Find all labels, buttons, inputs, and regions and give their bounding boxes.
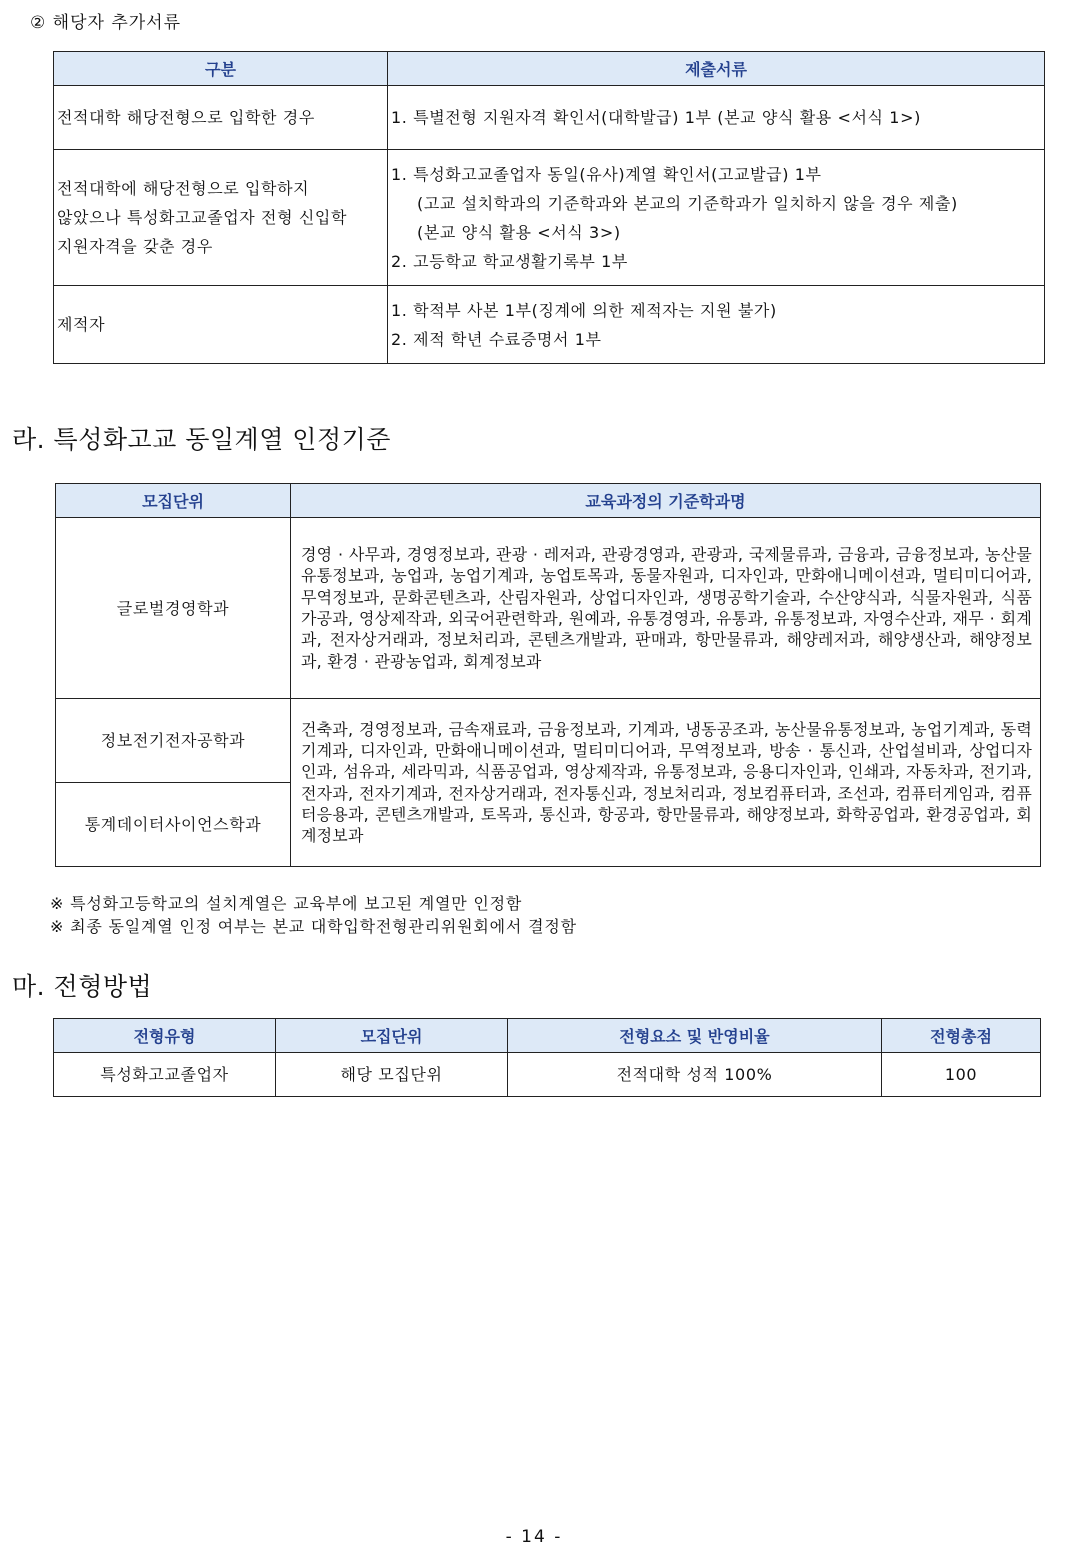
header-elements-ratio: 전형요소 및 반영비율 bbox=[508, 1019, 882, 1053]
document-line: 1. 특별전형 지원자격 확인서(대학발급) 1부 (본교 양식 활용 <서식 1>) bbox=[391, 108, 921, 127]
category-line: 전적대학에 해당전형으로 입학하지 bbox=[57, 179, 310, 198]
unit-info-electronics: 정보전기전자공학과 bbox=[56, 699, 291, 783]
table-row bbox=[56, 518, 1041, 699]
table-row bbox=[54, 86, 1045, 150]
department-list-info-stat: 건축과, 경영정보과, 금속재료과, 금융정보과, 기계과, 냉동공조과, 농산물유통정보과, 농업기계과, 동력기계과, 디자인과, 만화애니메이션과, 멀티미디어과, 무역정보과, 방송 · 통신과, 산업설비과, 상업디자인과, 섬유과, 세라믹과, 식품공업과, 영상제작과, 유통정보과, 응용디자인과, 인쇄과, 자동차과, 전기과, 전자과, 전자기계과, 전자상거래과, 전자통신과, 정보처리과, 정보컴퓨터과, 조선과, 컴퓨터게임과, 컴퓨터응용과, 콘텐츠개발과, 토목과, 통신과, 항공과, 항만물류과, 해양정보과, 화학공업과, 환경공업과, 회계정보과 bbox=[291, 699, 1041, 867]
table-header-row bbox=[54, 1019, 1041, 1053]
category-line: 않았으나 특성화고교졸업자 전형 신입학 bbox=[57, 208, 348, 227]
document-line: 1. 특성화고교졸업자 동일(유사)계열 확인서(고교발급) 1부 bbox=[391, 164, 822, 184]
department-criteria-table bbox=[55, 483, 1041, 867]
row-category bbox=[54, 150, 388, 286]
page-number: - 14 - bbox=[505, 1527, 563, 1547]
header-unit: 모집단위 bbox=[276, 1019, 508, 1053]
header-standard-departments: 교육과정의 기준학과명 bbox=[291, 484, 1041, 518]
note-line: ※ 특성화고등학교의 설치계열은 교육부에 보고된 계열만 인정함 bbox=[50, 894, 523, 913]
row-documents bbox=[388, 286, 1045, 364]
row-documents bbox=[388, 150, 1045, 286]
subheading: ② 해당자 추가서류 bbox=[30, 13, 182, 33]
table-row bbox=[54, 1053, 1041, 1097]
document-line: 2. 고등학교 학교생활기록부 1부 bbox=[391, 251, 628, 271]
cell-elements-ratio: 전적대학 성적 100% bbox=[508, 1053, 882, 1097]
unit-global-business: 글로벌경영학과 bbox=[56, 518, 291, 699]
department-list-global: 경영 · 사무과, 경영정보과, 관광 · 레저과, 관광경영과, 관광과, 국제물류과, 금융과, 금융정보과, 농산물유통정보과, 농업과, 농업기계과, 농업토목과, 동물자원과, 디자인과, 만화애니메이션과, 멀티미디어과, 무역정보과, 문화콘텐츠과, 산림자원과, 상업디자인과, 생명공학기술과, 수산양식과, 식물자원과, 식품가공과, 영상제작과, 외국어관련학과, 원예과, 유통경영과, 유통과, 유통정보과, 자영수산과, 재무 · 회계과, 전자상거래과, 정보처리과, 콘텐츠개발과, 판매과, 항만물류과, 해양레저과, 해양생산과, 해양정보과, 환경 · 관광농업과, 회계정보과 bbox=[291, 518, 1041, 699]
header-type: 전형유형 bbox=[54, 1019, 276, 1053]
table-header-row bbox=[56, 484, 1041, 518]
row-category bbox=[54, 286, 388, 364]
section-title-ma: 마. 전형방법 bbox=[12, 972, 153, 1001]
header-documents: 제출서류 bbox=[388, 52, 1045, 86]
table-header-row bbox=[54, 52, 1045, 86]
header-category: 구분 bbox=[54, 52, 388, 86]
cell-type: 특성화고교졸업자 bbox=[54, 1053, 276, 1097]
note-line: ※ 최종 동일계열 인정 여부는 본교 대학입학전형관리위원회에서 결정함 bbox=[50, 917, 577, 936]
document-line: 2. 제적 학년 수료증명서 1부 bbox=[391, 329, 602, 349]
documents-table bbox=[53, 51, 1045, 364]
table-row bbox=[54, 286, 1045, 364]
table-row bbox=[56, 699, 1041, 783]
row-category bbox=[54, 86, 388, 150]
category-line: 전적대학 해당전형으로 입학한 경우 bbox=[57, 108, 315, 127]
selection-method-table bbox=[53, 1018, 1041, 1097]
header-unit: 모집단위 bbox=[56, 484, 291, 518]
document-line: (고교 설치학과의 기준학과와 본교의 기준학과가 일치하지 않을 경우 제출) bbox=[417, 193, 958, 213]
category-line: 지원자격을 갖춘 경우 bbox=[57, 237, 213, 256]
category-line: 제적자 bbox=[57, 315, 106, 334]
table-row bbox=[54, 150, 1045, 286]
unit-statistics-data-science: 통계데이터사이언스학과 bbox=[56, 783, 291, 867]
document-line: 1. 학적부 사본 1부(징계에 의한 제적자는 지원 불가) bbox=[391, 300, 777, 320]
header-total-score: 전형총점 bbox=[882, 1019, 1041, 1053]
document-line: (본교 양식 활용 <서식 3>) bbox=[417, 222, 621, 242]
row-documents bbox=[388, 86, 1045, 150]
section-title-ra: 라. 특성화고교 동일계열 인정기준 bbox=[12, 425, 391, 454]
cell-total-score: 100 bbox=[882, 1053, 1041, 1097]
cell-unit: 해당 모집단위 bbox=[276, 1053, 508, 1097]
